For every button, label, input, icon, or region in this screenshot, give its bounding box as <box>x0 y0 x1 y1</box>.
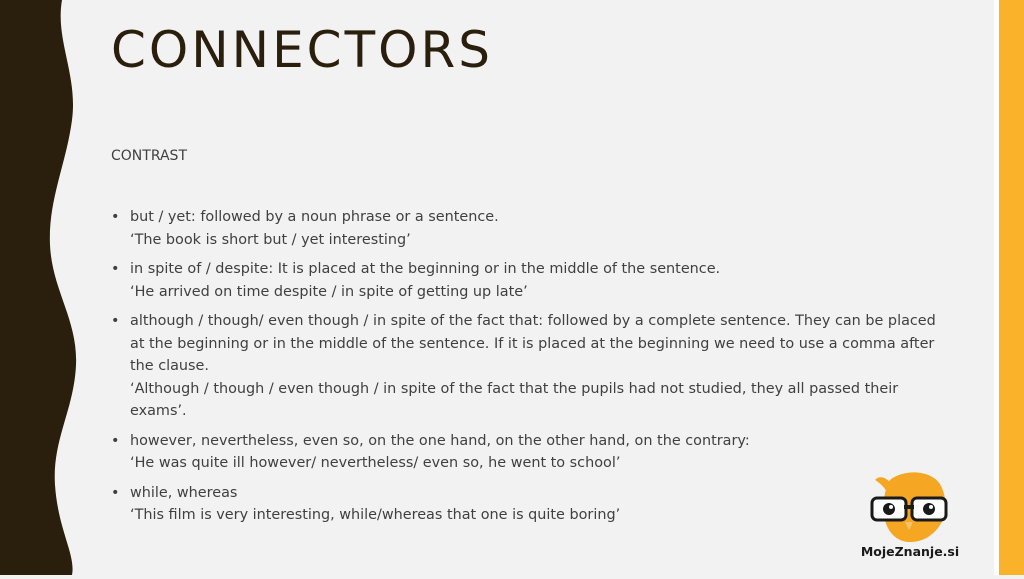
list-item <box>111 482 941 527</box>
bullet-text: while, whereas <box>130 484 238 501</box>
bullet-dot: • <box>111 432 120 449</box>
logo-text: MojeZnanje.si <box>860 544 960 559</box>
list-item <box>111 310 941 423</box>
bullet-text: but / yet: followed by a noun phrase or a sentence. <box>130 209 499 225</box>
bullet-example: ‘He arrived on time despite / in spite of getting up late’ <box>130 283 528 300</box>
bullet-dot: • <box>111 484 120 501</box>
left-wavy-band <box>0 0 80 575</box>
brand-logo <box>860 470 960 565</box>
bullet-example: ‘This film is very interesting, while/whereas that one is quite boring’ <box>130 507 621 523</box>
bullet-dot: • <box>111 209 120 225</box>
bullet-example: ‘The book is short but / yet interesting’ <box>130 231 411 248</box>
bullet-text: however, nevertheless, even so, on the one hand, on the other hand, on the contrary: <box>130 432 750 449</box>
list-item <box>111 206 941 251</box>
slide-title: CONNECTORS <box>111 21 493 79</box>
bullet-list <box>111 206 941 534</box>
bullet-dot: • <box>111 261 120 277</box>
owl-with-glasses-icon <box>860 470 960 545</box>
bullet-text: although / though/ even though / in spite of the fact that: followed by a complete sentence. They can be placed at the beginning or in the middle of the sentence. If it is placed at the beginning we need to use a comma after the clause. <box>130 313 936 374</box>
bullet-dot: • <box>111 313 120 329</box>
slide-subtitle: CONTRAST <box>111 148 187 164</box>
bullet-example: ‘Although / though / even though / in spite of the fact that the pupils had not studied, they all passed their exams’. <box>130 380 899 419</box>
bullet-example: ‘He was quite ill however/ nevertheless/ even so, he went to school’ <box>130 455 621 471</box>
right-accent-band <box>999 0 1024 575</box>
list-item <box>111 258 941 303</box>
list-item <box>111 430 941 475</box>
bullet-text: in spite of / despite: It is placed at the beginning or in the middle of the sentence. <box>130 261 721 277</box>
